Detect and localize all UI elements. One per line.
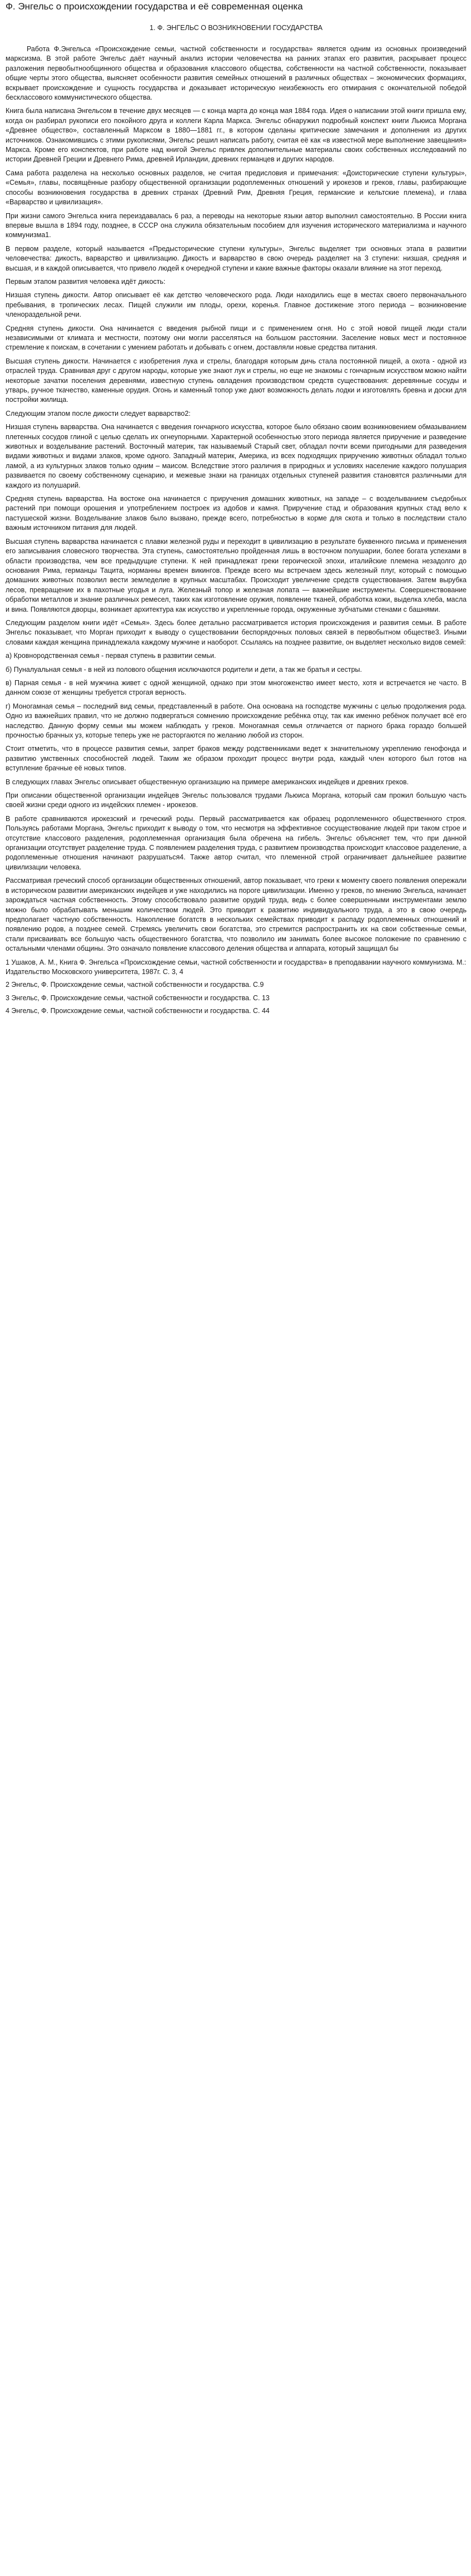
paragraph: б) Пуналуальная семья - в ней из полового общения исключаются родители и дети, а так же братья и сестры. xyxy=(6,665,362,674)
document-body xyxy=(6,45,467,954)
page-title: Ф. Энгельс о происхождении государства и её современная оценка xyxy=(6,1,303,12)
paragraph: Средняя ступень дикости. Она начинается с введения рыбной пищи и с применением огня. Но с этой новой пищей люди стали независимыми от климата и местности, поэтому они могли расселяться на большом расстоянии. Заселение новых мест и постоянное стремление к поискам, в сочетании с умением работать и добывать с огнем, доставляли новые средства питания. xyxy=(6,324,467,352)
paragraph: Высшая ступень дикости. Начинается с изобретения лука и стрелы, благодаря которым дичь стала постоянной пищей, а охота - одной из отраслей труда. Сравнивая друг с другом народы, которые уже знают лук и стрелы, но еще не знакомы с гончарным искусством можно найти некоторые зачатки поселения деревнями, известную ступень овладения производством средств существования: деревянные сосуды и утварь, ручное ткачество, каменные орудия. Огонь и каменный топор уже дают возможность делать лодки и изготовлять бревна и доски для постройки жилища. xyxy=(6,357,467,404)
paragraph: в) Парная семья - в ней мужчина живет с одной женщиной, однако при этом многоженство имеет место, хотя и встречается не часто. В данном союзе от женщины требуется строгая верность. xyxy=(6,679,467,697)
document-page xyxy=(0,0,471,1016)
paragraph: Работа Ф.Энгельса «Происхождение семьи, частной собственности и государства» является одним из основных произведений марксизма. В этой работе Энгельс даёт научный анализ истории человечества на ранних этапах его развития, раскрывает процесс разложения первобытнообщинного общества и образования классового общества, собственности на частной собственности, показывает общие черты этого общества, выясняет особенности развития семейных отношений в различных обществах – экономических формациях, вскрывает происхождение и сущность государства и доказывает историческую неизбежность его отмирания с окончательной победой бесклассового коммунистического общества. xyxy=(6,45,467,102)
footnote: 3 Энгельс, Ф. Происхождение семьи, частной собственности и государства. С. 13 xyxy=(6,994,270,1002)
footnote: 1 Ушаков, А. М., Книга Ф. Энгельса «Происхождение семьи, частной собственности и государства» в преподавании научного коммунизма. М.: Издательство Московского университета, 1987г. С. 3, 4 xyxy=(6,958,467,976)
paragraph: В работе сравниваются ирокезский и греческий роды. Первый рассматривается как образец родоплеменного общественного строя. Пользуясь работами Моргана, Энгельс приходит к выводу о том, что несмотря на эффективное сосуществование людей при таком строе и отсутствие классового разделения, родоплеменная организация была обречена на гибель. Энгельс объясняет тем, что при данной организации отсутствует разделение труда. С появлением разделения труда, с развитием производства происходит классовое разделение, а родоплеменные отношения начинают разрушаться4. Также автор считал, что племенной строй ограничивает дальнейшее развитие цивилизации человека. xyxy=(6,814,467,871)
paragraph: Низшая ступень дикости. Автор описывает её как детство человеческого рода. Люди находились еще в местах своего первоначального пребывания, в тропических лесах. Пищей служили им плоды, орехи, коренья. Главное достижение этого периода – возникновение членораздельной речи. xyxy=(6,291,467,319)
footnotes xyxy=(6,958,467,1016)
paragraph: В первом разделе, который называется «Предысторические ступени культуры», Энгельс выделяет три основных этапа в развитии человечества: дикость, варварство и цивилизацию. Дикость и варварство в свою очередь разделяет на 3 ступени: низшая, средняя и высшая, и в каждой описывается, что привело людей к очередной ступени и какие важные факторы оказали влияние на этот переход. xyxy=(6,244,467,272)
footnote: 4 Энгельс, Ф. Происхождение семьи, частной собственности и государства. С. 44 xyxy=(6,1007,270,1015)
paragraph: В следующих главах Энгельс описывает общественную организацию на примере американских индейцев и древних греков. xyxy=(6,778,409,786)
paragraph: Высшая ступень варварства начинается с плавки железной руды и переходит в цивилизацию в результате буквенного письма и применения его записывания словесного творчества. Эта ступень, самостоятельно пройденная лишь в восточном полушарии, более богата успехами в области производства, чем все предыдущие ступени. К ней принадлежат греки героической эпохи, италийские племена незадолго до основания Рима, германцы Тацита, норманны времен викингов. Прежде всего мы встречаем здесь железный плуг, который с помощью домашних животных позволил вести земледелие в крупных масштабах. Происходит увеличение средств существования. Затем вырубка лесов, превращение их в пахотные угодья и луга. Железный топор и железная лопата — важнейшие инструменты. Совершенствование обработки металлов и знание различных ремесел, таких как изготовление оружия, появление тканей, обработка кожи, выделка хлеба, масла и вина. Появляются дворцы, возникает архитектура как искусство и укрепленные города, окруженные зубчатыми стенами с башнями. xyxy=(6,537,467,613)
paragraph: а) Кровнородственная семья - первая ступень в развитии семьи. xyxy=(6,652,216,660)
paragraph: Следующим разделом книги идёт «Семья». Здесь более детально рассматривается история происхождения и развития семьи. В работе Энгельс показывает, что Морган приходит к выводу о существовании беспорядочных половых связей в первобытном обществе3. Иными словами каждая женщина принадлежала каждому мужчине и наоборот. Ссылаясь на позднее развитие, он выделяет несколько видов семей: xyxy=(6,618,467,646)
paragraph: Сама работа разделена на несколько основных разделов, не считая предисловия и примечания: «Доисторические ступени культуры», «Семья», главы, посвящённые разбору общественной организации родоплеменных отношений у ирокезов и греков, главы, разбирающие способы возникновения государства в древних странах (Древний Рим, Древняя Греция, германские и кельтские племена), и глава «Варварство и цивилизация». xyxy=(6,169,467,207)
paragraph: Первым этапом развития человека идёт дикость: xyxy=(6,277,166,286)
section-heading: 1. Ф. ЭНГЕЛЬС О ВОЗНИКНОВЕНИИ ГОСУДАРСТВА xyxy=(150,24,323,32)
footnote: 2 Энгельс, Ф. Происхождение семьи, частной собственности и государства. С.9 xyxy=(6,981,264,989)
paragraph: Следующим этапом после дикости следует варварство2: xyxy=(6,409,191,417)
paragraph: При описании общественной организации индейцев Энгельс пользовался трудами Льюиса Моргана, который сам прожил большую часть своей жизни среди одного из индейских племен - ирокезов. xyxy=(6,792,467,809)
paragraph: Стоит отметить, что в процессе развития семьи, запрет браков между родственниками ведет к значительному укреплению генофонда и развитию умственных способностей людей. Таким же образом проходит процесс внутри рода, каждый член которого был готов на вступление брачные её новых типов. xyxy=(6,745,467,773)
paragraph: Книга была написана Энгельсом в течение двух месяцев — с конца марта до конца мая 1884 года. Идея о написании этой книги пришла ему, когда он разбирал рукописи его покойного друга и коллеги Карла Маркса. Энгельс обнаружил подробный конспект книги Льюиса Моргана «Древнее общество», составленный Марксом в 1880—1881 гг., в котором сделаны критические замечания и дополнения из других источников. Ознакомившись с этими рукописями, Энгельс решил написать работу, считая её как «в известной мере выполнение завещания» Маркса. Кроме его конспектов, при работе над книгой Энгельс привлек дополнительные материалы своих собственных исследований по истории Древней Греции и Древнего Рима, древней Ирландии, древних германцев и других народов. xyxy=(6,107,467,164)
paragraph: г) Моногамная семья – последний вид семьи, представленный в работе. Она основана на господстве мужчины с целью продолжения рода. Одно из важнейших правил, что не должно подвергаться сомнению происхождение ребёнка отцу, так как именно ребёнок получает всё его наследство. Данную форму семьи мы можем наблюдать у греков. Моногамная семья отличается от парного брака гораздо большей прочностью брачных уз, которые теперь уже не расторгаются по желанию любой из сторон. xyxy=(6,702,467,739)
paragraph: При жизни самого Энгельса книга переиздавалась 6 раз, а переводы на некоторые языки автор выполнил самостоятельно. В России книга впервые вышла в 1894 году, позднее, в СССР она служила обязательным пособием для изучения исторического материализма и научного коммунизма1. xyxy=(6,212,467,239)
paragraph: Рассматривая греческий способ организации общественных отношений, автор показывает, что греки к моменту своего появления опережали в историческом развитии американских индейцев и уже находились на пороге цивилизации. Именно у греков, по мнению Энгельса, начинает зарождаться частная собственность. Этому способствовало развитие орудий труда, ведь с более совершенными инструментами землю можно было обрабатывать меньшим количеством людей. Это приводит к развитию индивидуального труда, а это в свою очередь предполагает частную собственность. Накопление богатств в нескольких семействах приводит к распаду родоплеменных отношений и появлению родов, а позднее семей. Стремясь увеличить свои богатства, это стремится распространить их на свои собственные семьи, стали присваивать все большую часть общественного богатства, что позволило им занимать более высокое положение по сравнению с остальными членами общины. Это означало появление классового деления общества и аппарата, который защищал бы xyxy=(6,877,467,953)
paragraph: Низшая ступень варварства. Она начинается с введения гончарного искусства, которое было обязано своим возникновением обмазыванием плетенных сосудов глиной с целью сделать их огнеупорными. Характерной особенностью этого периода является приручение и разведение животных и возделывание растений. Восточный материк, так называемый Старый свет, обладал почти всеми пригодными для разведения видами животных и видами злаков, кроме одного. Западный материк, Америка, из всех подходящих приручению животных обладал только ламой, а из культурных злаков только одним – маисом. Вследствие этого различия в природных и условиях население каждого полушария развивается по своему собственному сценарию, и межевые знаки на границах отдельных ступеней развития становятся различными для каждого из полушарий. xyxy=(6,423,467,489)
paragraph: Средняя ступень варварства. На востоке она начинается с приручения домашних животных, на западе – с возделыванием съедобных растений при помощи орошения и употреблением построек из адобов и камня. Приручение стад и образования крупных стад вело к пастушеской жизни. Возделывание злаков было вызвано, прежде всего, потребностью в корме для скота и только в последствии стало важным источником питания для людей. xyxy=(6,495,467,532)
